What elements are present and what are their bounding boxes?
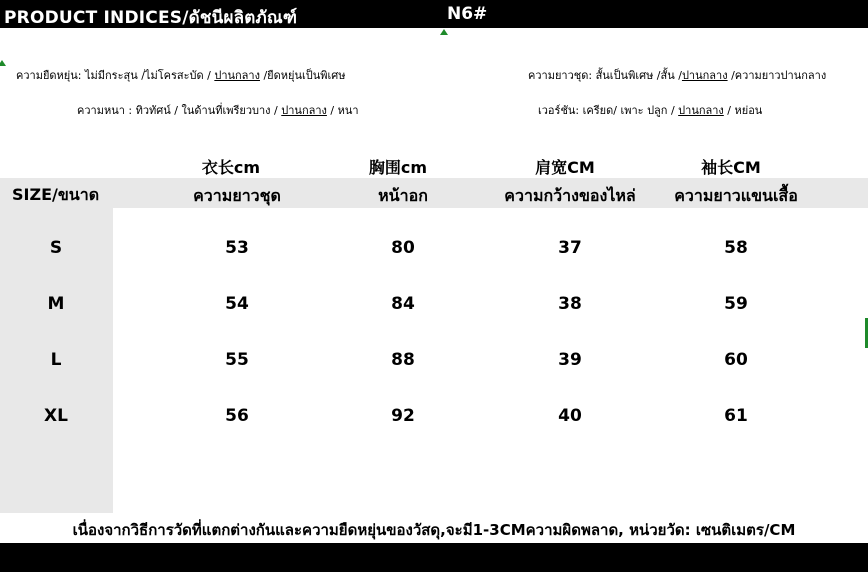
length-selected: ปานกลาง: [681, 69, 728, 82]
thickness-options-2: / หนา: [326, 104, 359, 117]
footer-bar: [0, 543, 868, 572]
version-options-2: / หย่อน: [723, 104, 763, 117]
version-options: เครียด/ เพาะ ปลูก /: [579, 104, 679, 117]
thickness-selected: ปานกลาง: [281, 104, 327, 117]
elasticity-label: ความยืดหยุ่น:: [16, 69, 82, 82]
page-title: PRODUCT INDICES/ดัชนีผลิตภัณฑ์: [4, 8, 298, 28]
length-label: ความยาวชุด:: [528, 69, 593, 82]
thickness-row: [77, 101, 359, 119]
column-header-th: หน้าอก: [378, 186, 428, 205]
column-header-th: ความกว้างของไหล่: [504, 186, 636, 205]
version-row: [538, 101, 762, 119]
length-row: [528, 66, 826, 84]
table-cell: 38: [558, 294, 582, 314]
elasticity-selected: ปานกลาง: [214, 69, 260, 82]
size-cell: XL: [44, 406, 68, 426]
size-cell: M: [47, 294, 65, 314]
length-options: สั้นเป็นพิเศษ /สั้น /: [592, 69, 682, 82]
column-header-th: ความยาวชุด: [193, 186, 281, 205]
column-header-cn: 衣长cm: [201, 158, 261, 177]
table-cell: 55: [225, 350, 249, 370]
thickness-label: ความหนา :: [77, 104, 133, 117]
table-cell: 54: [225, 294, 249, 314]
table-cell: 58: [724, 238, 748, 258]
size-header: SIZE/ขนาด: [12, 185, 100, 204]
table-cell: 56: [225, 406, 249, 426]
product-code: N6#: [447, 4, 488, 24]
column-header-cn: 肩宽CM: [535, 158, 595, 177]
elasticity-options: ไม่มีกระสุน /ไม่โครสะบัด /: [81, 69, 215, 82]
column-header-th: ความยาวแขนเสื้อ: [674, 186, 798, 205]
size-cell: S: [49, 238, 63, 258]
table-cell: 61: [724, 406, 748, 426]
table-cell: 88: [391, 350, 415, 370]
version-label: เวอร์ชัน:: [538, 104, 580, 117]
table-cell: 40: [558, 406, 582, 426]
table-cell: 59: [724, 294, 748, 314]
table-cell: 37: [558, 238, 582, 258]
header-bar: [0, 0, 868, 28]
table-cell: 84: [391, 294, 415, 314]
measurement-footnote: เนื่องจากวิธีการวัดที่แตกต่างกันและความยืดหยุ่นของวัสดุ,จะมี1-3CMความผิดพลาด, หน่วยวัด: เซนติเมตร/CM: [72, 521, 796, 539]
version-selected: ปานกลาง: [678, 104, 724, 117]
length-options-2: /ความยาวปานกลาง: [727, 69, 827, 82]
table-cell: 39: [558, 350, 582, 370]
elasticity-row: [16, 66, 346, 84]
size-column-band: [0, 178, 113, 513]
column-header-cn: 胸围cm: [368, 158, 428, 177]
elasticity-options-2: /ยืดหยุ่นเป็นพิเศษ: [259, 69, 346, 82]
table-cell: 60: [724, 350, 748, 370]
column-header-cn: 袖长CM: [701, 158, 761, 177]
size-cell: L: [50, 350, 62, 370]
table-cell: 92: [391, 406, 415, 426]
table-cell: 80: [391, 238, 415, 258]
green-corner-mark: [0, 60, 6, 66]
thickness-options: ทิวทัศน์ / ในด้านที่เพรียวบาง /: [132, 104, 282, 117]
table-cell: 53: [225, 238, 249, 258]
green-corner-mark: [440, 29, 448, 35]
